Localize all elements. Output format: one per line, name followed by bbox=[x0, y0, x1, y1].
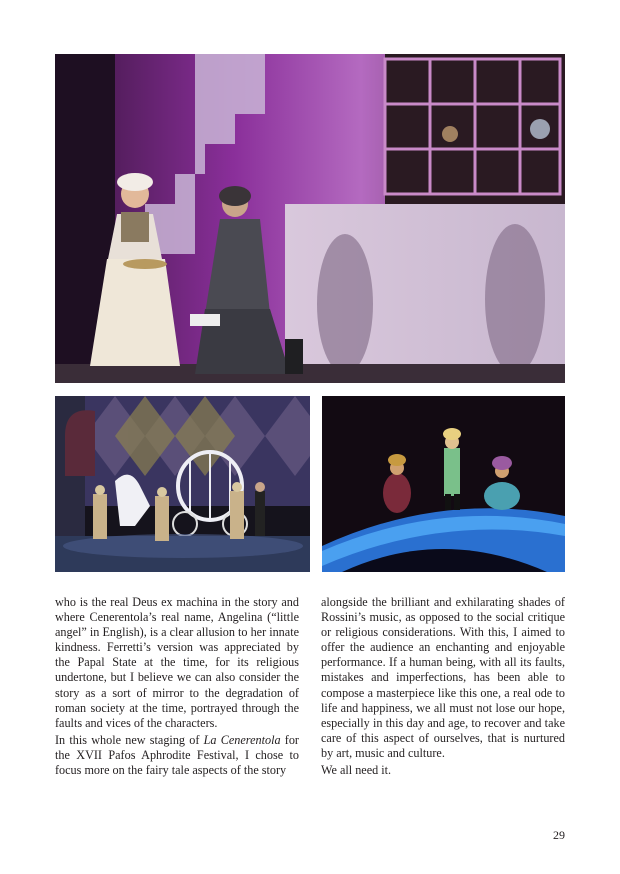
opera-title: La Cenerentola bbox=[203, 732, 281, 747]
page-number: 29 bbox=[553, 828, 565, 842]
stage-photo-bottom-left bbox=[55, 396, 310, 572]
stage-photo-top bbox=[55, 54, 565, 383]
paragraph: who is the real Deus ex machina in the story and where Cenerentola’s real name, Angelina (“little angel” in English), is a clear allusion to her innate kindness. Ferretti’s version was appreciated by the Papal State at the time, for its religious undertone, but I believe we can also consider the story as a sort of mirror to the degradation of roman society at the time, portrayed through the faults and vices of the characters. bbox=[55, 595, 299, 730]
text-run: for the XVII Pafos Aphrodite Festival, I chose to focus more on the fairy tale aspects of the story bbox=[55, 732, 299, 778]
paragraph: alongside the brilliant and exhilarating shades of Rossini’s music, as opposed to the social critique or religious considerations. With this, I aimed to offer the audience an enchanting and enjoyable performance. If a human being, with all its faults, mistakes and imperfections, has been able to compose a masterpiece like this one, a real ode to life and happiness, we all must not lose our hope, especially in this day and age, to recover and take care of this aspect of ourselves, that is nurtured by art, music and culture. bbox=[321, 595, 565, 760]
text-run: In this whole new staging of bbox=[55, 732, 204, 747]
stage-photo-cinderella-icon bbox=[55, 54, 565, 383]
stage-photo-bridge-icon bbox=[322, 396, 565, 572]
stage-photo-carriage-icon bbox=[55, 396, 310, 572]
stage-photo-bottom-right bbox=[322, 396, 565, 572]
paragraph bbox=[55, 733, 299, 778]
text-column-right bbox=[321, 595, 565, 780]
paragraph: We all need it. bbox=[321, 763, 392, 778]
text-column-left bbox=[55, 595, 299, 780]
